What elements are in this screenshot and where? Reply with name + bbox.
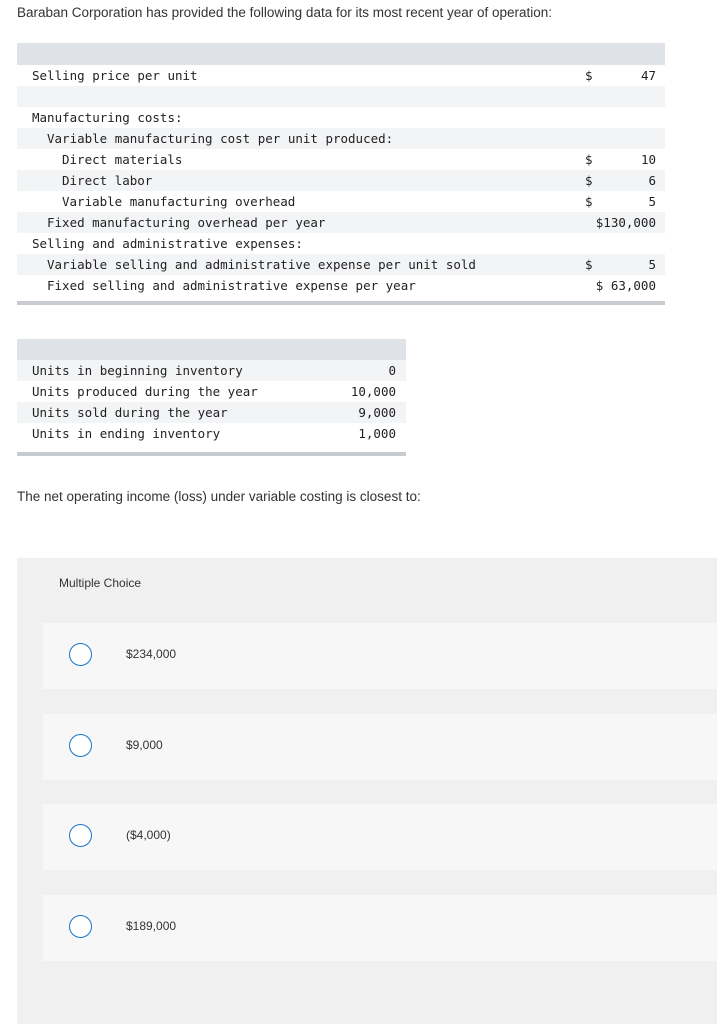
- table-row: [17, 107, 665, 128]
- table-row: [17, 149, 665, 170]
- multiple-choice-title: Multiple Choice: [59, 576, 142, 590]
- row-value: 1,000: [358, 426, 396, 441]
- subsection-label: Variable manufacturing cost per unit produced:: [47, 131, 394, 146]
- table-row: [17, 128, 665, 149]
- units-table: [17, 339, 406, 456]
- cost-data-table: [17, 43, 665, 305]
- table-row: [17, 275, 665, 296]
- section-label: Selling and administrative expenses:: [32, 236, 303, 251]
- row-value: 10: [640, 152, 656, 167]
- row-value: 47: [640, 68, 656, 83]
- answer-option[interactable]: [43, 623, 717, 689]
- row-value: 10,000: [350, 384, 396, 399]
- table-row: [17, 423, 406, 444]
- table-row: [17, 360, 406, 381]
- section-label: Manufacturing costs:: [32, 110, 183, 125]
- row-value: 5: [648, 257, 656, 272]
- table-row: [17, 170, 665, 191]
- table-header-bar: [17, 43, 665, 65]
- row-label: Units in ending inventory: [32, 426, 221, 441]
- multiple-choice-panel: [17, 558, 717, 1024]
- question-text: The net operating income (loss) under variable costing is closest to:: [17, 489, 421, 504]
- answer-option-label: $189,000: [126, 919, 177, 933]
- answer-option[interactable]: [43, 804, 717, 870]
- currency-symbol: $: [585, 68, 593, 83]
- currency-symbol: $: [585, 152, 593, 167]
- row-value: 6: [648, 173, 656, 188]
- row-value: 0: [388, 363, 396, 378]
- row-label: Units sold during the year: [32, 405, 228, 420]
- row-label: Fixed manufacturing overhead per year: [47, 215, 326, 230]
- currency-symbol: $: [585, 173, 593, 188]
- answer-option-label: $9,000: [126, 738, 163, 752]
- row-value: $ 63,000: [595, 278, 656, 293]
- row-label: Direct labor: [62, 173, 153, 188]
- table-footer-bar: [17, 301, 665, 305]
- answer-option-label: $234,000: [126, 647, 177, 661]
- table-row-spacer: [17, 86, 665, 107]
- row-label: Units produced during the year: [32, 384, 258, 399]
- row-label: Variable manufacturing overhead: [62, 194, 296, 209]
- answer-option-label: ($4,000): [126, 828, 171, 842]
- table-row: [17, 254, 665, 275]
- row-label: Selling price per unit: [32, 68, 198, 83]
- row-label: Fixed selling and administrative expense per year: [47, 278, 416, 293]
- radio-button-icon[interactable]: [69, 734, 92, 757]
- row-value: 5: [648, 194, 656, 209]
- radio-button-icon[interactable]: [69, 824, 92, 847]
- currency-symbol: $: [585, 257, 593, 272]
- table-row: [17, 402, 406, 423]
- problem-intro: Baraban Corporation has provided the following data for its most recent year of operation:: [17, 5, 553, 20]
- table-row: [17, 233, 665, 254]
- table-row: [17, 212, 665, 233]
- currency-symbol: $: [585, 194, 593, 209]
- row-label: Units in beginning inventory: [32, 363, 243, 378]
- answer-option[interactable]: [43, 895, 717, 961]
- table-row: [17, 191, 665, 212]
- answer-option[interactable]: [43, 714, 717, 780]
- row-label: Variable selling and administrative expense per unit sold: [47, 257, 476, 272]
- table-footer-bar: [17, 452, 406, 456]
- table-row: [17, 65, 665, 86]
- row-value: $130,000: [595, 215, 656, 230]
- radio-button-icon[interactable]: [69, 915, 92, 938]
- row-value: 9,000: [358, 405, 396, 420]
- radio-button-icon[interactable]: [69, 643, 92, 666]
- table-row: [17, 381, 406, 402]
- table-header-bar: [17, 339, 406, 360]
- row-label: Direct materials: [62, 152, 183, 167]
